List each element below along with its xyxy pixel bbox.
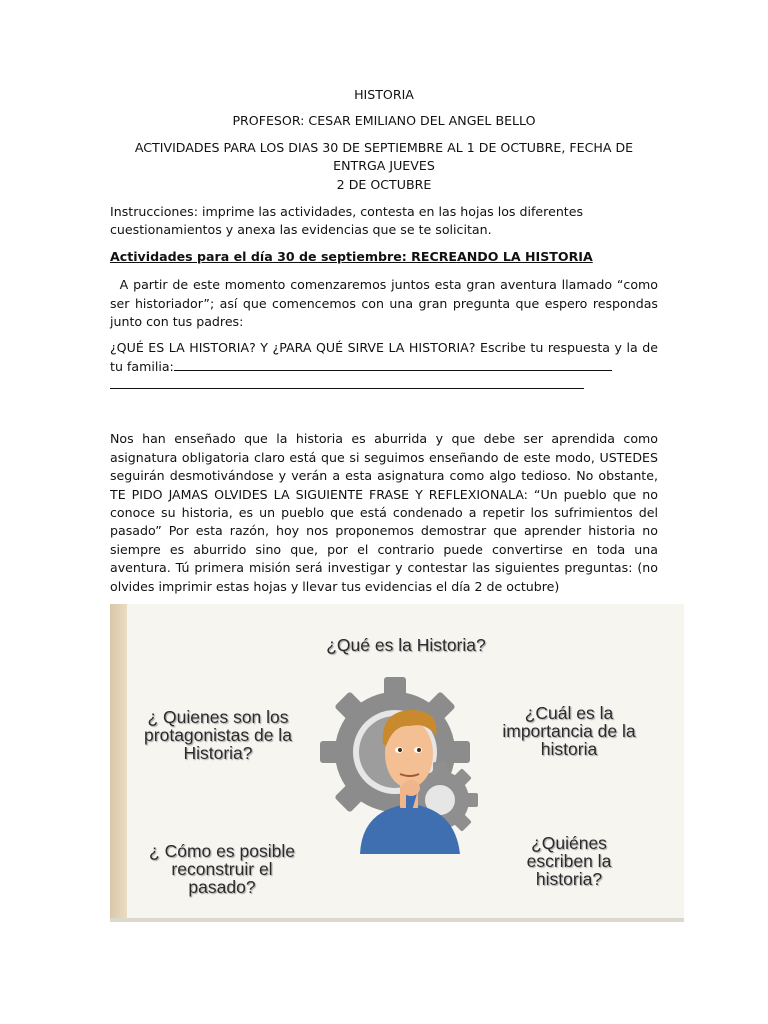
intro-paragraph: A partir de este momento comenzaremos juntos esta gran aventura llamado “como ser historiador”; así que comencemos con una gran pregunta que espero respondas junto con tus padres: [110,277,663,330]
activities-line-1: ACTIVIDADES PARA LOS DIAS 30 DE SEPTIEMBRE AL 1 DE OCTUBRE, FECHA DE ENTRGA JUEVES [134,139,634,174]
teacher-name: PROFESOR: CESAR EMILIANO DEL ANGEL BELLO [232,113,536,129]
activities-line-2: 2 DE OCTUBRE [336,176,432,192]
question-protagonists: ¿ Quienes son los protagonistas de la Historia? [144,707,292,763]
body-paragraph: Nos han enseñado que la historia es aburrida y que debe ser aprendida como asignatura obligatoria claro está que si seguimos enseñando de este modo, USTEDES seguirán desmotivándose y verán a esta asignatura como algo tedioso. No obstante, TE PIDO JAMAS OLVIDES LA SIGUIENTE FRASE Y REFLEXIONALA: “Un pueblo que no conoce su historia, es un pueblo que está condenado a repetir los sufrimientos del pasado” Por esta razón, hoy nos proponemos demostrar que aprender historia no siempre es aburrido sino que, por el contrario puede convertirse en toda una aventura. Tú primera misión será investigar y contestar las siguientes preguntas: (no olvides imprimir estas hojas y llevar tus evidencias el día 2 de octubre) [110,431,658,594]
activities-dates [110,139,658,194]
answer-line-2 [110,376,658,392]
question-who-writes: ¿Quiénes escriben la historia? [526,833,612,889]
question-text: ¿QUÉ ES LA HISTORIA? Y ¿PARA QUÉ SIRVE LA HISTORIA? Escribe tu respuesta y la de tu familia: [110,340,658,374]
document-page [110,86,663,604]
subject-title: HISTORIA [354,87,414,102]
instructions-paragraph: Instrucciones: imprime las actividades, contesta en las hojas los diferentes cuestionamientos y anexa las evidencias que se te solicitan. [110,204,584,238]
answer-line-1 [174,358,612,371]
question-paragraph [110,339,658,376]
question-importance: ¿Cuál es la importancia de la historia [502,703,636,759]
history-questions-image [110,604,684,922]
question-reconstruct-past: ¿ Cómo es posible reconstruir el pasado? [149,841,295,897]
image-bottom-edge [110,918,684,922]
question-what-is-history: ¿Qué es la Historia? [326,635,486,655]
section-heading: Actividades para el día 30 de septiembre: RECREANDO LA HISTORIA [110,248,593,264]
